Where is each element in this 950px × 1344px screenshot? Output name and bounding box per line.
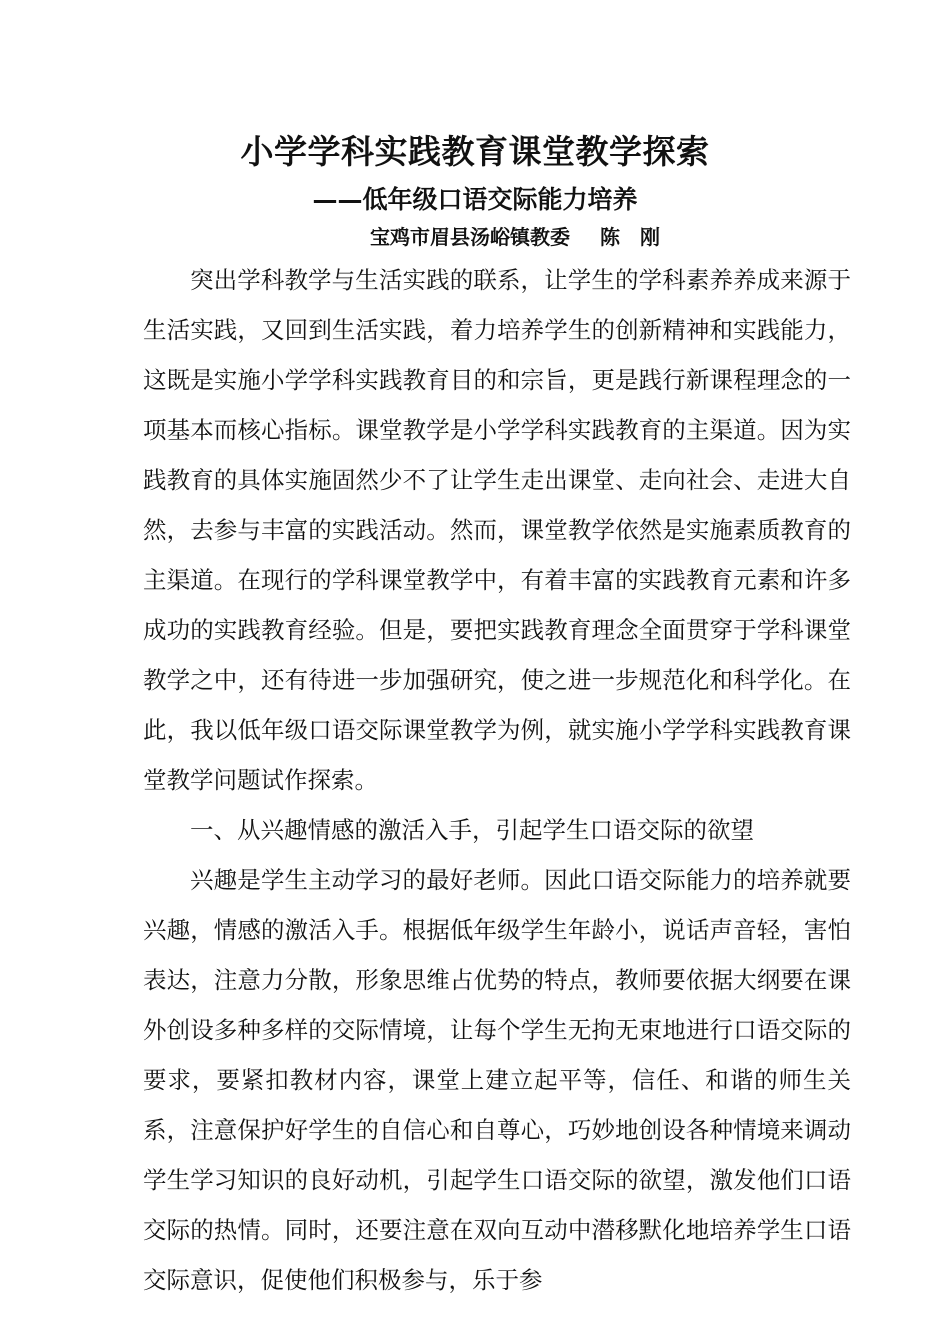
document-body bbox=[143, 255, 851, 1305]
document-subtitle: ——低年级口语交际能力培养 bbox=[312, 185, 638, 214]
author-name: 陈 刚 bbox=[600, 225, 660, 249]
document-title: 小学学科实践教育课堂教学探索 bbox=[240, 132, 710, 171]
section-heading-1: 一、从兴趣情感的激活入手，引起学生口语交际的欲望 bbox=[190, 816, 754, 844]
body-paragraph-intro: 突出学科教学与生活实践的联系，让学生的学科素养养成来源于生活实践，又回到生活实践，着力培养学生的创新精神和实践能力，这既是实施小学学科实践教育目的和宗旨，更是践行新课程理念的一项基本而核心指标。课堂教学是小学学科实践教育的主渠道。因为实践教育的具体实施固然少不了让学生走出课堂、走向社会、走进大自然，去参与丰富的实践活动。然而，课堂教学依然是实施素质教育的主渠道。在现行的学科课堂教学中，有着丰富的实践教育元素和许多成功的实践教育经验。但是，要把实践教育理念全面贯穿于学科课堂教学之中，还有待进一步加强研究，使之进一步规范化和科学化。在此，我以低年级口语交际课堂教学为例，就实施小学学科实践教育课堂教学问题试作探索。 bbox=[143, 266, 851, 794]
author-line bbox=[370, 221, 660, 253]
body-paragraph-section-1: 兴趣是学生主动学习的最好老师。因此口语交际能力的培养就要兴趣，情感的激活入手。根据低年级学生年龄小，说话声音轻，害怕表达，注意力分散，形象思维占优势的特点，教师要依据大纲要在课外创设多种多样的交际情境，让每个学生无拘无束地进行口语交际的要求，要紧扣教材内容，课堂上建立起平等，信任、和谐的师生关系，注意保护好学生的自信心和自尊心，巧妙地创设各种情境来调动学生学习知识的良好动机，引起学生口语交际的欲望，激发他们口语交际的热情。同时，还要注意在双向互动中潜移默化地培养学生口语交际意识，促使他们积极参与，乐于参 bbox=[143, 866, 851, 1294]
author-organization: 宝鸡市眉县汤峪镇教委 bbox=[370, 225, 570, 249]
